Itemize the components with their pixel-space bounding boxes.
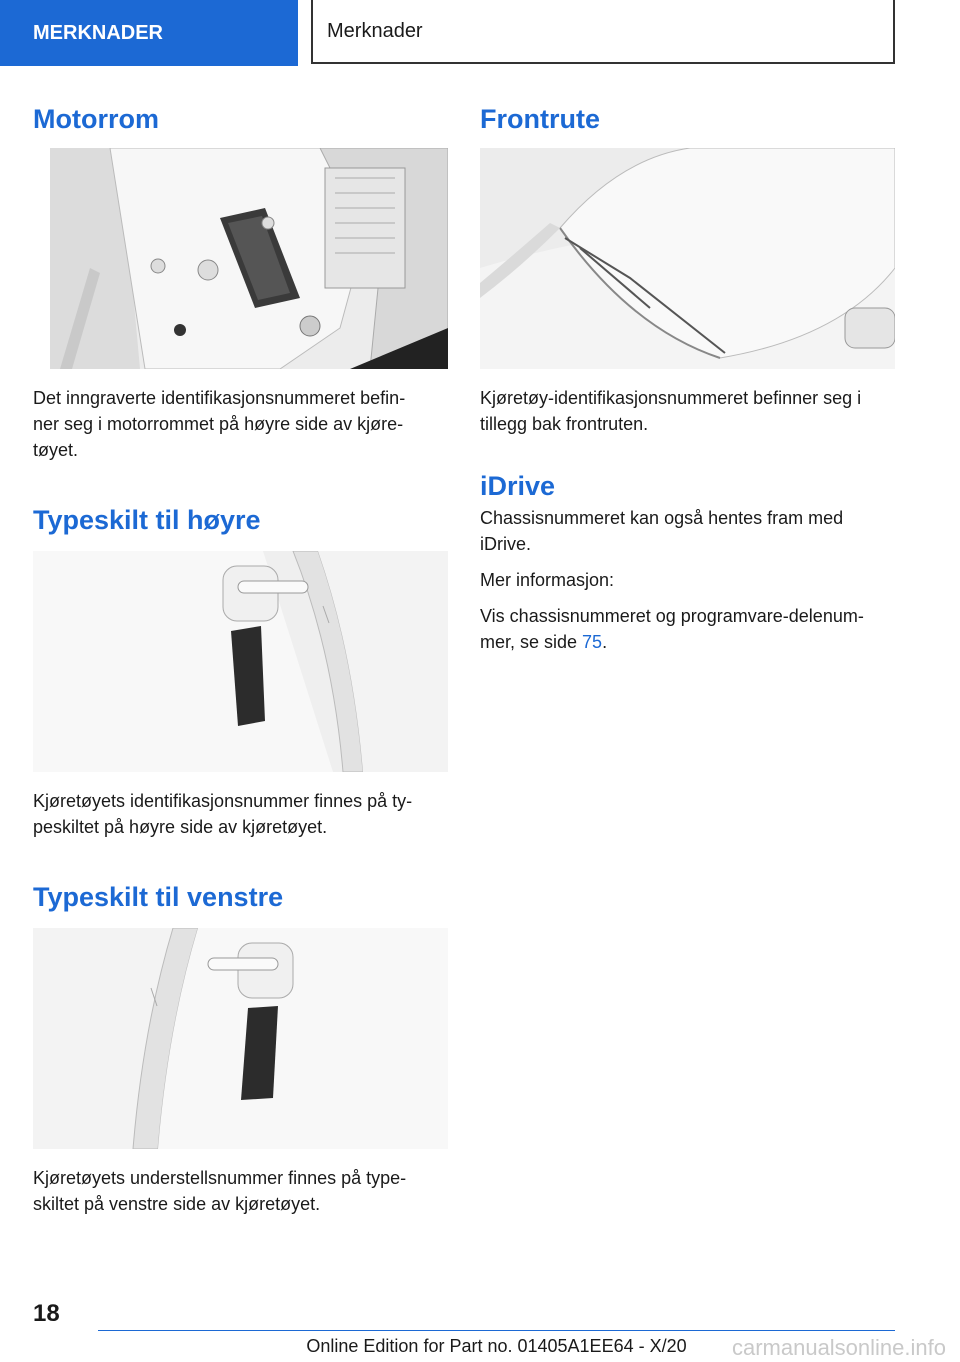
- engine-bay-image: [50, 148, 448, 369]
- heading-motorrom: Motorrom: [33, 104, 159, 134]
- text-idrive-2: Mer informasjon:: [480, 570, 615, 590]
- heading-idrive: iDrive: [480, 471, 556, 501]
- left-column: [33, 100, 448, 1217]
- text-frontrute: Kjøretøy-identifikasjonsnummeret befinner seg i tillegg bak frontruten.: [480, 388, 862, 434]
- header-tab: MERKNADER: [0, 0, 298, 66]
- header-title: Merknader: [311, 0, 895, 64]
- heading-typeskilt-venstre: Typeskilt til venstre: [33, 882, 284, 912]
- text-idrive-1: Chassisnummeret kan også hentes fram med iDrive.: [480, 508, 844, 554]
- watermark: carmanualsonline.info: [731, 1335, 946, 1360]
- windshield-image: [480, 148, 895, 369]
- left-typeplate-image: [33, 928, 448, 1149]
- footer-divider: [98, 1330, 895, 1331]
- right-column: [480, 100, 895, 655]
- heading-typeskilt-hoyre: Typeskilt til høyre: [33, 505, 261, 535]
- right-typeplate-image: [33, 551, 448, 772]
- page-link-75[interactable]: 75: [582, 632, 603, 652]
- text-typeskilt-hoyre: Kjøretøyets identifikasjonsnummer finnes på ty- peskiltet på høyre side av kjøretøyet.: [33, 791, 413, 837]
- page-number: 18: [33, 1300, 60, 1327]
- footer-edition: Online Edition for Part no. 01405A1EE64 - X/20: [306, 1336, 687, 1356]
- text-typeskilt-venstre: Kjøretøyets understellsnummer finnes på type- skiltet på venstre side av kjøretøyet.: [33, 1168, 407, 1214]
- text-motorrom: Det inngraverte identifikasjonsnummeret befin- ner seg i motorrommet på høyre side av kjøre- tøyet.: [33, 388, 406, 460]
- text-idrive-3-prefix: Vis chassisnummeret og programvare-delenum- mer, se side: [480, 606, 864, 652]
- text-idrive-3: [480, 603, 895, 655]
- text-idrive-3-suffix: .: [602, 632, 608, 652]
- heading-frontrute: Frontrute: [480, 104, 600, 134]
